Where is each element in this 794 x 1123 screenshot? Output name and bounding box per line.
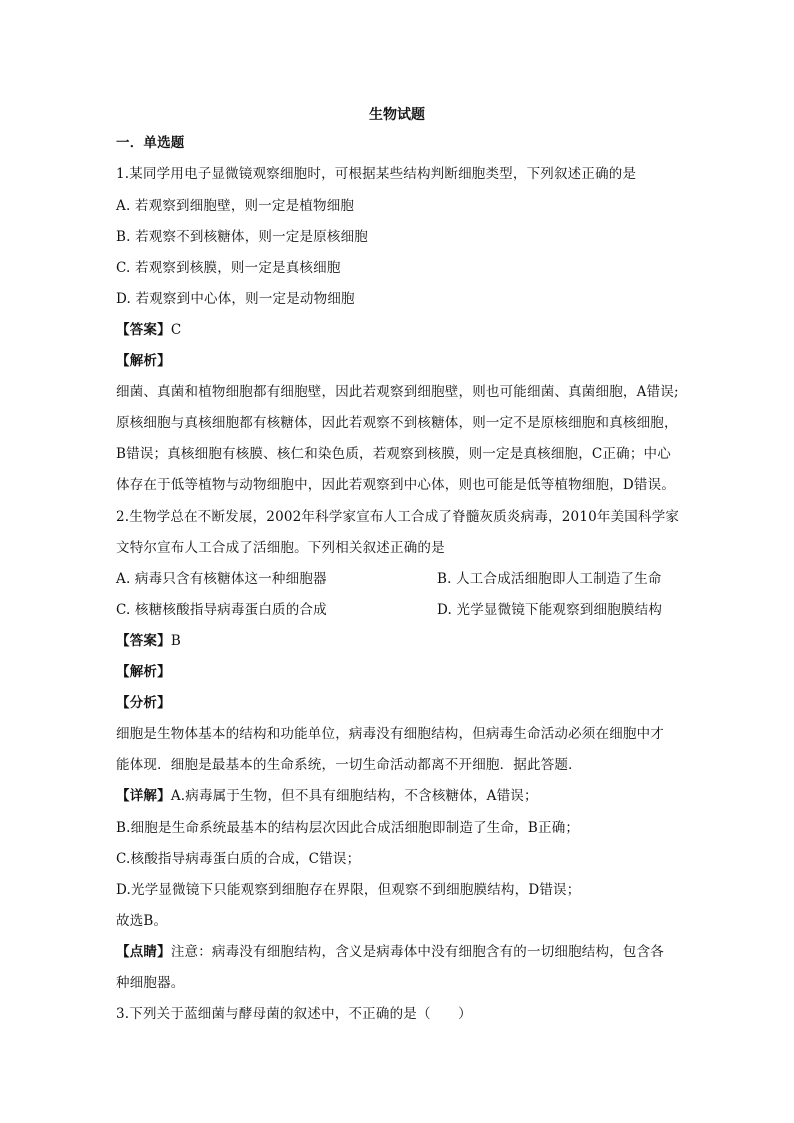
q2-detail-line: B.细胞是生命系统最基本的结构层次因此合成活细胞即制造了生命，B正确；: [116, 820, 580, 836]
q1-analysis-line: B错误；真核细胞有核膜、核仁和染色质，若观察到核膜，则一定是真核细胞，C正确；中心: [116, 446, 671, 462]
dianjing-tag: 【点睛】: [116, 944, 171, 960]
q1-answer: [116, 321, 686, 339]
q2-analysis-tag: 【解析】: [116, 664, 171, 680]
q3-stem: 3.下列关于蓝细菌与酵母菌的叙述中，不正确的是（ ）: [116, 1006, 472, 1022]
q1-option-d: D. 若观察到中心体，则一定是动物细胞: [116, 291, 355, 307]
q2-detail-line: C.核酸指导病毒蛋白质的合成，C错误；: [116, 851, 361, 867]
detail-tag: 【详解】: [116, 788, 171, 804]
answer-tag: 【答案】: [116, 322, 171, 338]
q2-answer: [116, 632, 686, 650]
q2-fenxi-tag: 【分析】: [116, 695, 171, 711]
detail-text: A.病毒属于生物，但不具有细胞结构，不含核糖体，A错误；: [170, 788, 538, 804]
q2-fenxi-line: 能体现．细胞是最基本的生命系统，一切生命活动都离不开细胞．据此答题．: [116, 757, 582, 773]
dianjing-text: 注意：病毒没有细胞结构，含义是病毒体中没有细胞含有的一切细胞结构，包含各: [170, 944, 665, 960]
q2-option-c: C. 核糖核酸指导病毒蛋白质的合成: [116, 602, 327, 618]
q2-dianjing-cont: 种细胞器。: [116, 975, 185, 991]
q1-analysis-line: 原核细胞与真核细胞都有核糖体，因此若观察不到核糖体，则一定不是原核细胞和真核细胞，: [116, 415, 678, 431]
q1-option-a: A. 若观察到细胞壁，则一定是植物细胞: [116, 198, 355, 214]
answer-value: B: [170, 633, 181, 649]
q2-conclusion: 故选B。: [116, 913, 168, 929]
q2-option-a: A. 病毒只含有核糖体这一种细胞器: [116, 571, 327, 587]
q2-detail-first: [116, 787, 686, 805]
q1-analysis-line: 体存在于低等植物与动物细胞中，因此若观察到中心体，则也可能是低等植物细胞，D错误。: [116, 477, 676, 493]
q1-analysis-tag: 【解析】: [116, 353, 171, 369]
q2-option-b: B. 人工合成活细胞即人工制造了生命: [437, 571, 662, 587]
q2-stem-line: 文特尔宣布人工合成了活细胞。下列相关叙述正确的是: [116, 540, 445, 556]
q1-option-c: C. 若观察到核膜，则一定是真核细胞: [116, 260, 341, 276]
q2-detail-line: D.光学显微镜下只能观察到细胞存在界限，但观察不到细胞膜结构，D错误；: [116, 882, 581, 898]
answer-value: C: [170, 322, 182, 338]
q2-stem-line: 2.生物学总在不断发展，2002年科学家宣布人工合成了脊髓灰质炎病毒，2010年美国科学家: [116, 509, 680, 525]
q1-analysis-line: 细菌、真菌和植物细胞都有细胞壁，因此若观察到细胞壁，则也可能细菌、真菌细胞，A错误;: [116, 384, 679, 400]
section-heading: 一．单选题: [116, 135, 185, 151]
q2-fenxi-line: 细胞是生物体基本的结构和功能单位，病毒没有细胞结构，但病毒生命活动必须在细胞中才: [116, 726, 664, 742]
q1-stem: 1.某同学用电子显微镜观察细胞时，可根据某些结构判断细胞类型，下列叙述正确的是: [116, 166, 637, 182]
q2-dianjing: [116, 943, 686, 961]
q2-option-d: D. 光学显微镜下能观察到细胞膜结构: [437, 602, 663, 618]
q1-option-b: B. 若观察不到核糖体，则一定是原核细胞: [116, 229, 369, 245]
page-title: 生物试题: [369, 107, 425, 123]
answer-tag: 【答案】: [116, 633, 171, 649]
